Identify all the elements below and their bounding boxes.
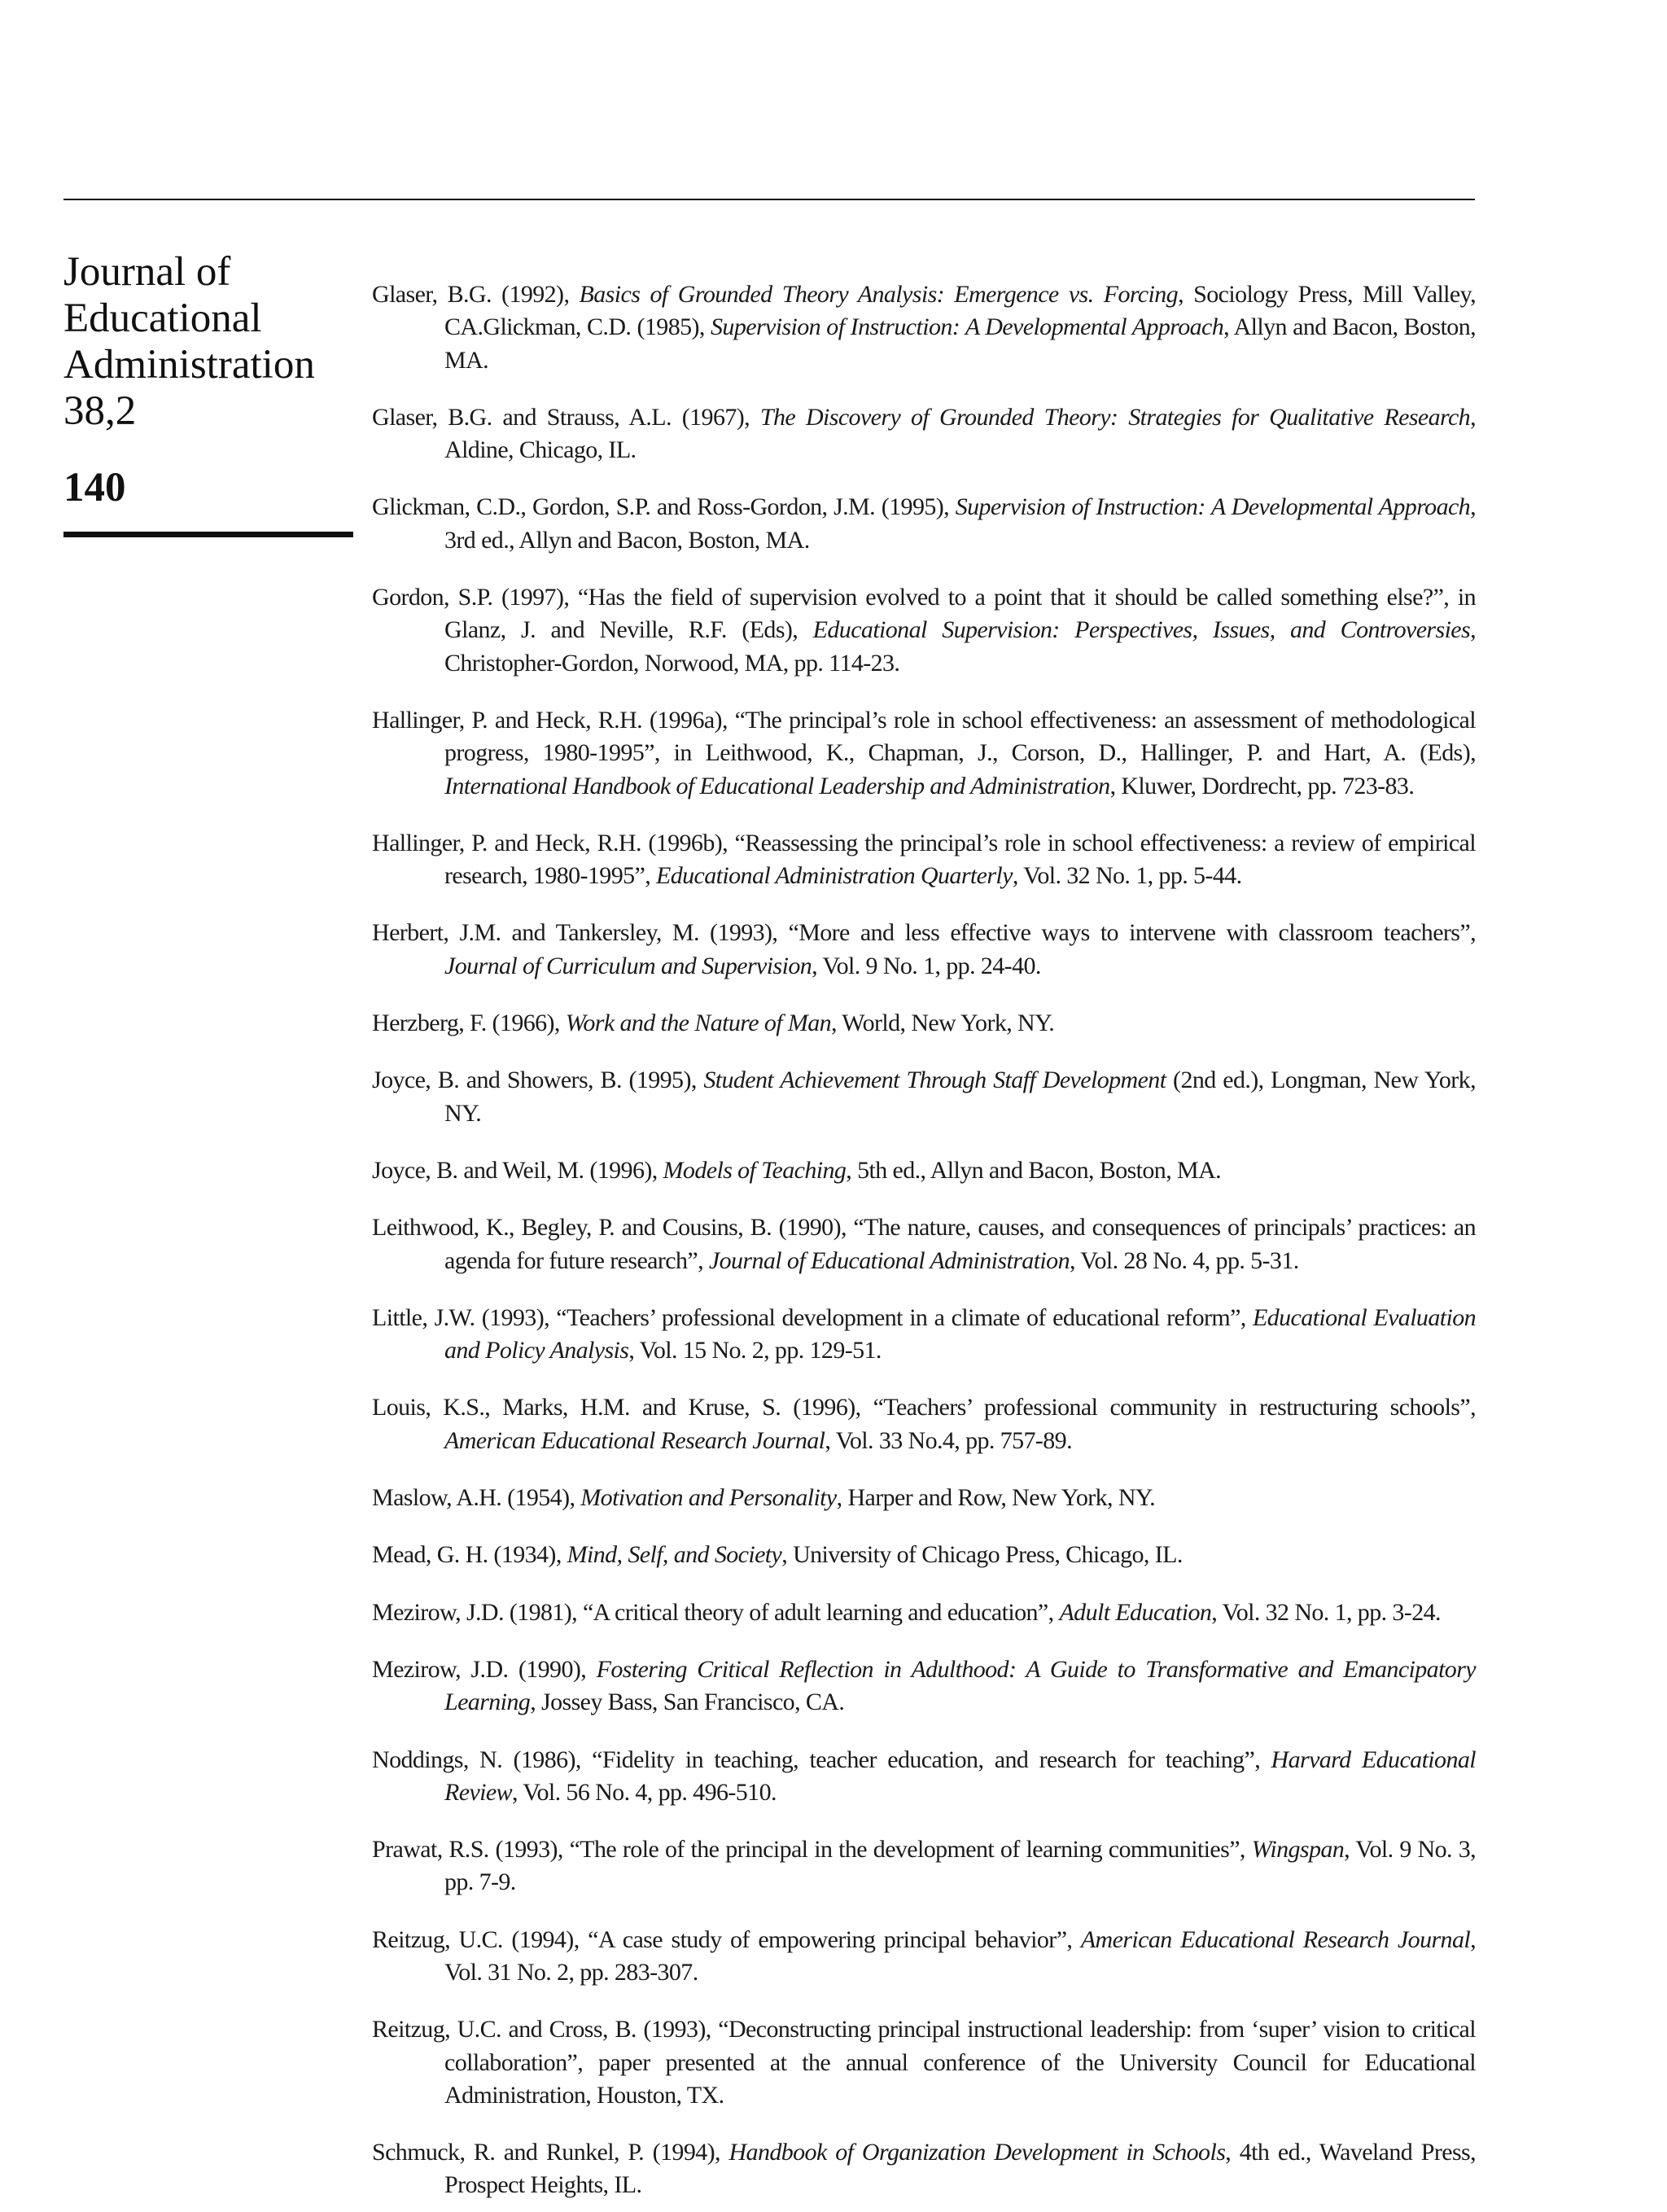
reference-title: Educational Administration Quarterly [656,862,1013,890]
reference-entry [372,401,1476,467]
reference-title: Supervision of Instruction: A Developmental Approach [955,493,1471,521]
reference-text: , Christopher-Gordon, Norwood, MA, pp. 114-23. [444,616,1476,677]
reference-text: , Vol. 32 No. 1, pp. 3-24. [1211,1598,1441,1626]
reference-text: Hallinger, P. and Heck, R.H. (1996b), “Reassessing the principal’s role in school effectiveness: a review of empirical research, 1980-1995”, [372,829,1476,890]
reference-text: , Harper and Row, New York, NY. [836,1484,1156,1512]
reference-text: Glaser, B.G. (1992), [372,281,580,308]
reference-title: Harvard Educational Review [444,1746,1476,1806]
reference-title: Wingspan [1251,1836,1345,1864]
reference-title: American Educational Research Journal [1080,1925,1471,1953]
reference-text: , University of Chicago Press, Chicago, IL. [781,1541,1183,1569]
reference-text: , Vol. 32 No. 1, pp. 5-44. [1012,862,1242,890]
reference-entry [372,2013,1476,2112]
header-rule [63,199,1475,200]
reference-text: , Vol. 28 No. 4, pp. 5-31. [1069,1246,1299,1274]
journal-volume: 38,2 [63,388,137,434]
reference-text: , Allyn and Bacon, Boston, MA. [444,313,1477,374]
reference-text: , Sociology Press, Mill Valley, CA.Glickman, C.D. (1985), [444,281,1476,341]
reference-text: Mezirow, J.D. (1981), “A critical theory of adult learning and education”, [372,1598,1060,1626]
reference-entry [372,1654,1476,1719]
reference-entry [372,1744,1476,1810]
reference-entry [372,917,1476,983]
journal-title-line: Journal of [63,249,231,295]
reference-entry [372,1924,1476,1990]
reference-title: Handbook of Organization Development in Schools [728,2139,1226,2166]
reference-entry [372,1833,1476,1899]
reference-text: , Aldine, Chicago, IL. [444,403,1476,464]
reference-text: , 4th ed., Waveland Press, Prospect Heights, IL. [444,2139,1476,2199]
reference-text: Gordon, S.P. (1997), “Has the field of supervision evolved to a point that it should be called something else?”, in Glanz, J. and Neville, R.F. (Eds), [372,584,1476,644]
reference-text: , Vol. 31 No. 2, pp. 283-307. [444,1925,1476,1986]
reference-list [372,254,1476,2212]
reference-text: Schmuck, R. and Runkel, P. (1994), [372,2139,729,2166]
reference-text: Maslow, A.H. (1954), [372,1484,581,1512]
reference-text: Glaser, B.G. and Strauss, A.L. (1967), [372,403,760,431]
reference-entry [372,1597,1476,1629]
reference-entry [372,278,1476,377]
reference-entry [372,827,1476,893]
sidebar [63,249,357,537]
reference-entry [372,1539,1476,1571]
reference-entry [372,581,1476,680]
reference-title: International Handbook of Educational Leadership and Administration [444,772,1110,799]
reference-entry [372,1302,1476,1368]
reference-entry [372,1482,1476,1514]
reference-entry [372,491,1476,557]
reference-entry [372,1064,1476,1130]
reference-title: Models of Teaching [663,1156,847,1184]
reference-entry [372,1007,1476,1040]
reference-title: Adult Education [1059,1598,1212,1626]
reference-title: Supervision of Instruction: A Developmental Approach [711,313,1224,341]
reference-title: Educational Supervision: Perspectives, Issues, and Controversies [812,616,1471,644]
reference-text: Reitzug, U.C. and Cross, B. (1993), “Deconstructing principal instructional leadership: from ‘super’ vision to critical collaboration”, paper presented at the annual conference of the University Council for Educational Administration, Houston, TX. [372,2016,1476,2109]
reference-text: , Vol. 15 No. 2, pp. 129-51. [628,1337,882,1364]
page-number-rule [63,532,353,537]
reference-title: Student Achievement Through Staff Development [703,1067,1166,1094]
reference-title: Journal of Educational Administration [708,1246,1070,1274]
reference-text: , 3rd ed., Allyn and Bacon, Boston, MA. [444,493,1476,554]
reference-text: Reitzug, U.C. (1994), “A case study of empowering principal behavior”, [372,1925,1081,1953]
reference-text: Joyce, B. and Showers, B. (1995), [372,1067,704,1094]
reference-text: Louis, K.S., Marks, H.M. and Kruse, S. (1996), “Teachers’ professional community in restructuring schools”, [372,1394,1476,1421]
reference-text: Little, J.W. (1993), “Teachers’ professional development in a climate of educational reform”, [372,1303,1254,1331]
reference-text: , Vol. 9 No. 3, pp. 7-9. [444,1836,1476,1896]
reference-text: , Vol. 33 No.4, pp. 757-89. [825,1426,1072,1454]
reference-title: Motivation and Personality [580,1484,837,1512]
page-number: 140 [63,465,126,510]
reference-text: Prawat, R.S. (1993), “The role of the principal in the development of learning communities”, [372,1836,1252,1864]
reference-entry [372,1154,1476,1187]
reference-text: Hallinger, P. and Heck, R.H. (1996a), “The principal’s role in school effectiveness: an assessment of methodological progress, 1980-1995”, in Leithwood, K., Chapman, J., Corson, D., Hallinger, P. and Hart, A. (Eds), [372,706,1476,767]
reference-text: , Vol. 9 No. 1, pp. 24-40. [812,952,1041,979]
reference-entry [372,1211,1476,1277]
reference-text: Mezirow, J.D. (1990), [372,1655,597,1683]
reference-title: Mind, Self, and Society [567,1541,782,1569]
reference-text: , Jossey Bass, San Francisco, CA. [530,1689,845,1716]
reference-title: Basics of Grounded Theory Analysis: Emergence vs. Forcing [579,281,1179,308]
reference-text: Joyce, B. and Weil, M. (1996), [372,1156,663,1184]
reference-text: Noddings, N. (1986), “Fidelity in teaching, teacher education, and research for teaching”, [372,1746,1271,1773]
reference-text: , 5th ed., Allyn and Bacon, Boston, MA. [846,1156,1222,1184]
reference-text: Mead, G. H. (1934), [372,1541,567,1569]
reference-text: Glickman, C.D., Gordon, S.P. and Ross-Gordon, J.M. (1995), [372,493,956,521]
reference-text: Herbert, J.M. and Tankersley, M. (1993), “More and less effective ways to intervene with classroom teachers”, [372,919,1476,947]
reference-text: , Vol. 56 No. 4, pp. 496-510. [512,1778,777,1806]
reference-title: American Educational Research Journal [444,1426,825,1454]
reference-entry [372,2136,1476,2202]
reference-text: (2nd ed.), Longman, New York, NY. [444,1067,1476,1127]
reference-title: Fostering Critical Reflection in Adulthood: A Guide to Transformative and Emancipatory Learning [444,1655,1476,1716]
reference-title: Work and the Nature of Man [565,1010,832,1037]
reference-entry [372,704,1476,803]
reference-title: Journal of Curriculum and Supervision [444,952,812,979]
journal-title [63,249,357,435]
reference-text: Leithwood, K., Begley, P. and Cousins, B. (1990), “The nature, causes, and consequences of principals’ practices: an agenda for future research”, [372,1214,1476,1274]
reference-title: Educational Evaluation and Policy Analysis [444,1303,1477,1364]
reference-title: The Discovery of Grounded Theory: Strategies for Qualitative Research [759,403,1471,431]
reference-text: , Kluwer, Dordrecht, pp. 723-83. [1109,772,1415,799]
journal-title-line: Administration [63,342,315,388]
reference-text: , World, New York, NY. [831,1010,1055,1037]
reference-text: Herzberg, F. (1966), [372,1010,566,1037]
reference-entry [372,1391,1476,1457]
journal-title-line: Educational [63,296,262,341]
